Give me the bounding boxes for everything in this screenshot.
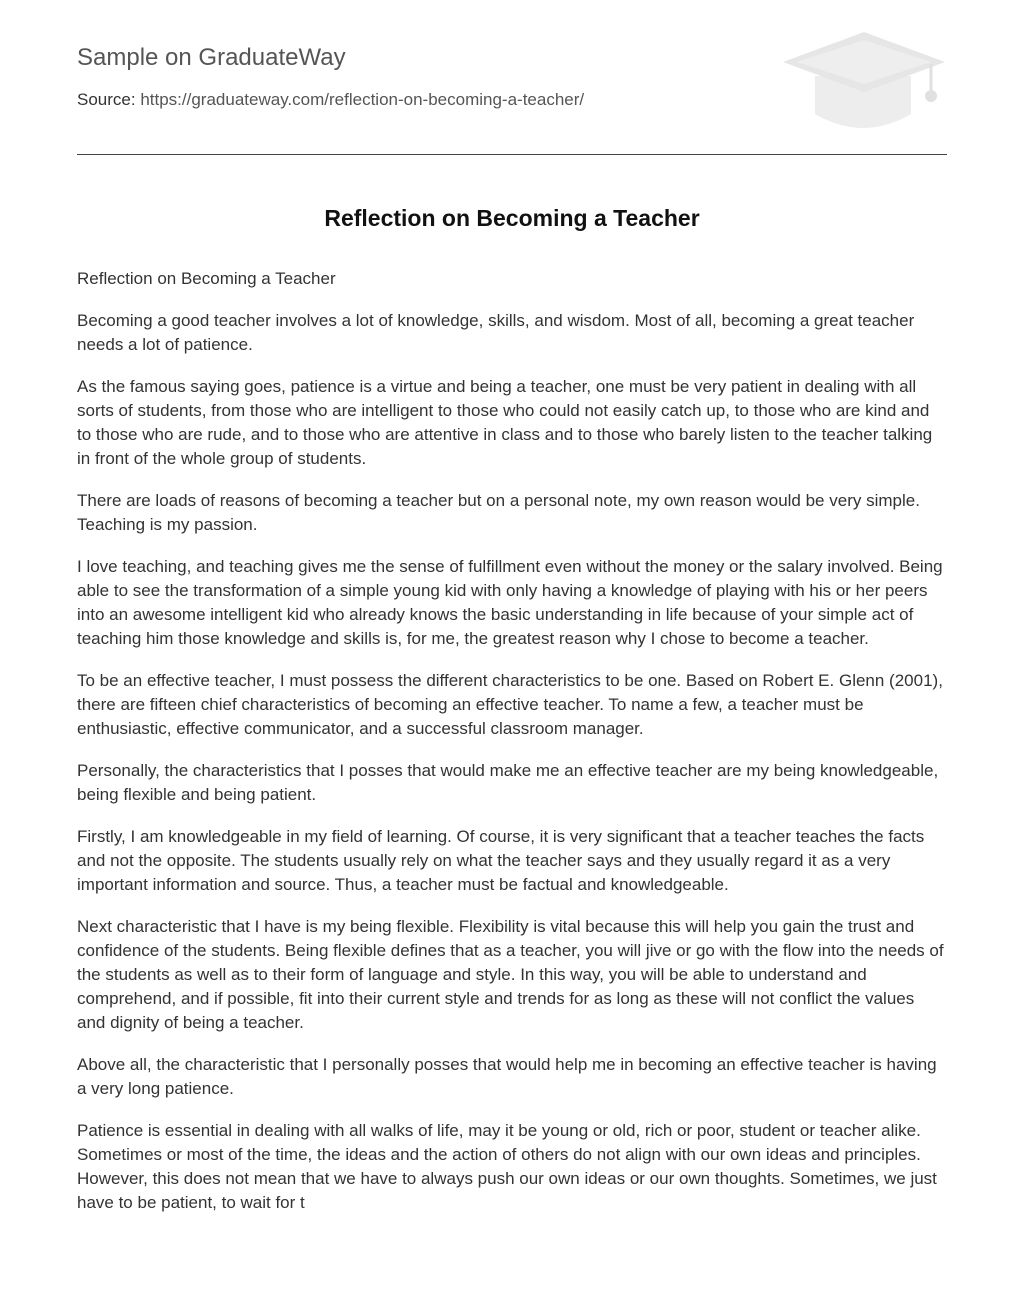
paragraph: Above all, the characteristic that I personally posses that would help me in becoming an effective teacher is having a very long patience. [77, 1055, 937, 1098]
paragraph: Personally, the characteristics that I posses that would make me an effective teacher are my being knowledgeable, being flexible and being patient. [77, 761, 939, 804]
paragraph: Patience is essential in dealing with all walks of life, may it be young or old, rich or poor, student or teacher alike. Sometimes or most of the time, the ideas and the action of others do not align with our own ideas and principles. However, this does not mean that we have to always push our own ideas or our own thoughts. Sometimes, we just have to be patient, to wait for t [77, 1121, 937, 1212]
paragraph: Reflection on Becoming a Teacher [77, 269, 336, 288]
paragraph: I love teaching, and teaching gives me the sense of fulfillment even without the money or the salary involved. Being able to see the transformation of a simple young kid with only having a knowledge of playing with his or her peers into an awesome intelligent kid who already knows the basic understanding in life because of your simple act of teaching him those knowledge and skills is, for me, the greatest reason why I chose to become a teacher. [77, 557, 943, 648]
paragraph: Firstly, I am knowledgeable in my field of learning. Of course, it is very significant that a teacher teaches the facts and not the opposite. The students usually rely on what the teacher says and they usually regard it as a very important information and source. Thus, a teacher must be factual and knowledgeable. [77, 827, 925, 894]
paragraph: Next characteristic that I have is my being flexible. Flexibility is vital because this will help you gain the trust and confidence of the students. Being flexible defines that as a teacher, you will jive or go with the flow into the needs of the students as well as to their form of language and style. In this way, you will be able to understand and comprehend, and if possible, fit into their current style and trends for as long as these will not conflict the values and dignity of being a teacher. [77, 917, 944, 1032]
paragraph: To be an effective teacher, I must possess the different characteristics to be one. Based on Robert E. Glenn (2001), there are fifteen chief characteristics of becoming an effective teacher. To name a few, a teacher must be enthusiastic, effective communicator, and a successful classroom manager. [77, 671, 943, 738]
paragraph: As the famous saying goes, patience is a virtue and being a teacher, one must be very patient in dealing with all sorts of students, from those who are intelligent to those who could not easily catch up, to those who are kind and to those who are rude, and to those who are attentive in class and to those who barely listen to the teacher talking in front of the whole group of students. [77, 377, 933, 468]
source-line [77, 90, 584, 110]
document-title: Reflection on Becoming a Teacher [324, 205, 700, 231]
document-body [77, 267, 947, 1233]
paragraph: Becoming a good teacher involves a lot of knowledge, skills, and wisdom. Most of all, becoming a great teacher needs a lot of patience. [77, 311, 915, 354]
graduation-cap-icon [781, 30, 947, 134]
header-divider [77, 154, 947, 155]
source-link[interactable]: https://graduateway.com/reflection-on-becoming-a-teacher/ [140, 90, 585, 109]
paragraph: There are loads of reasons of becoming a teacher but on a personal note, my own reason would be very simple. Teaching is my passion. [77, 491, 920, 534]
page-header [77, 0, 947, 156]
site-title: Sample on GraduateWay [77, 44, 346, 71]
source-label: Source: [77, 90, 136, 109]
